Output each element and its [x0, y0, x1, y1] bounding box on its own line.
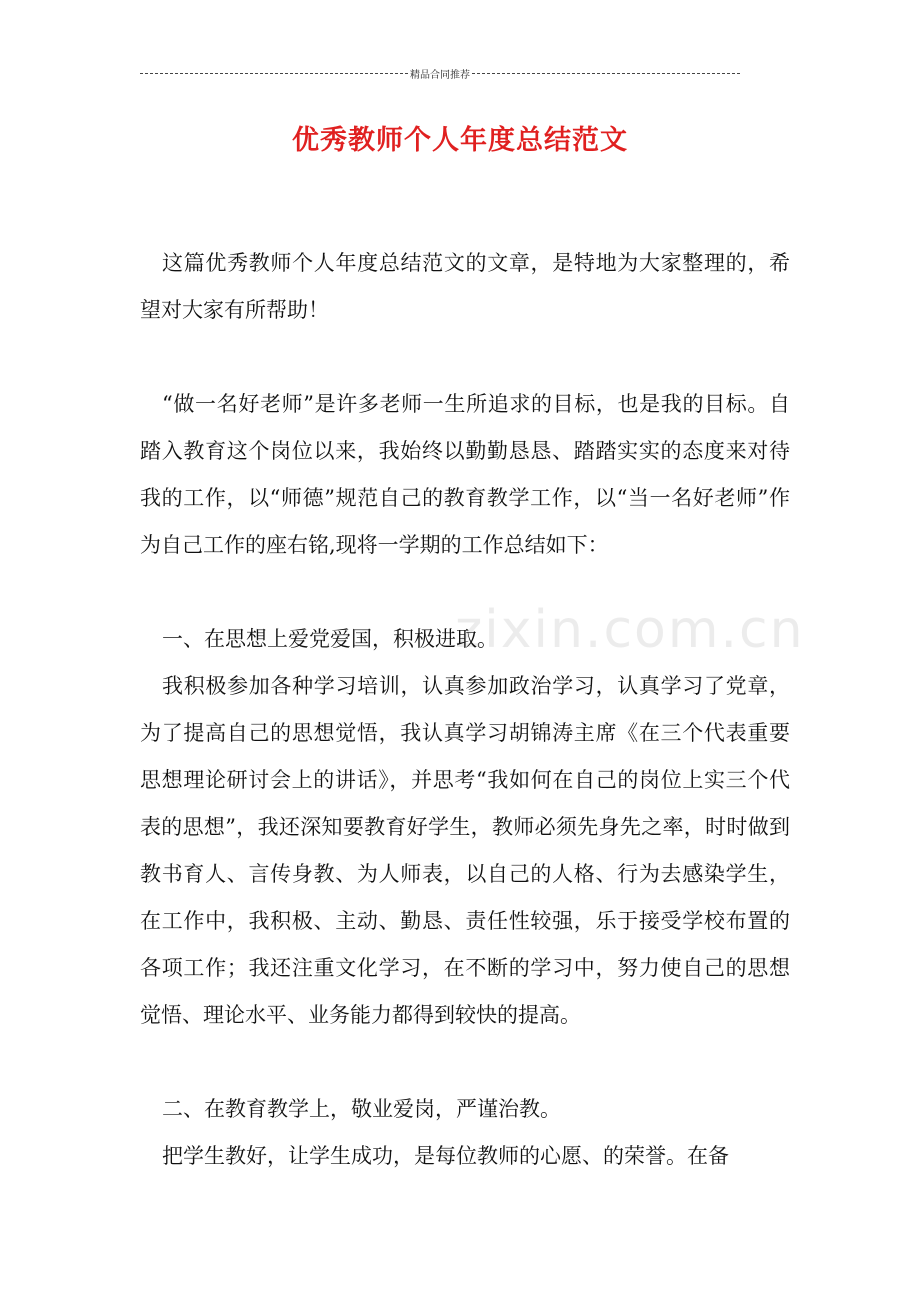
header-dash-left — [140, 73, 408, 74]
body-paragraph: 我积极参加各种学习培训，认真参加政治学习，认真学习了党章，为了提高自己的思想觉悟，我认真学习胡锦涛主席《在三个代表重要思想理论研讨会上的讲话》，并思考“我如何在自己的岗位上实三个代表的思想”，我还深知要教育好学生，教师必须先身先之率，时时做到教书育人、言传身教、为人师表，以自己的人格、行为去感染学生，在工作中，我积极、主动、勤恳、责任性较强，乐于接受学校布置的各项工作；我还注重文化学习，在不断的学习中，努力使自己的思想觉悟、理论水平、业务能力都得到较快的提高。 — [140, 674, 790, 1027]
header-dash-right — [472, 73, 740, 74]
header-rule — [140, 66, 740, 81]
document-title: 优秀教师个人年度总结范文 — [292, 125, 628, 156]
body-paragraph: “做一名好老师”是许多老师一生所追求的目标，也是我的目标。自踏入教育这个岗位以来，我始终以勤勤恳恳、踏踏实实的态度来对待我的工作，以“师德”规范自己的教育教学工作，以“当一名好老师”作为自己工作的座右铭,现将一学期的工作总结如下： — [140, 392, 790, 557]
header-label: 精品合同推荐 — [410, 70, 470, 81]
section-heading: 一、在思想上爱党爱国，积极进取。 — [162, 627, 499, 651]
intro-paragraph: 这篇优秀教师个人年度总结范文的文章，是特地为大家整理的，希望对大家有所帮助！ — [140, 251, 790, 322]
body-paragraph: 把学生教好，让学生成功，是每位教师的心愿、的荣誉。在备 — [162, 1144, 730, 1168]
section-heading: 二、在教育教学上，敬业爱岗，严谨治教。 — [162, 1097, 562, 1121]
watermark: zixin.com.cn — [455, 600, 805, 660]
